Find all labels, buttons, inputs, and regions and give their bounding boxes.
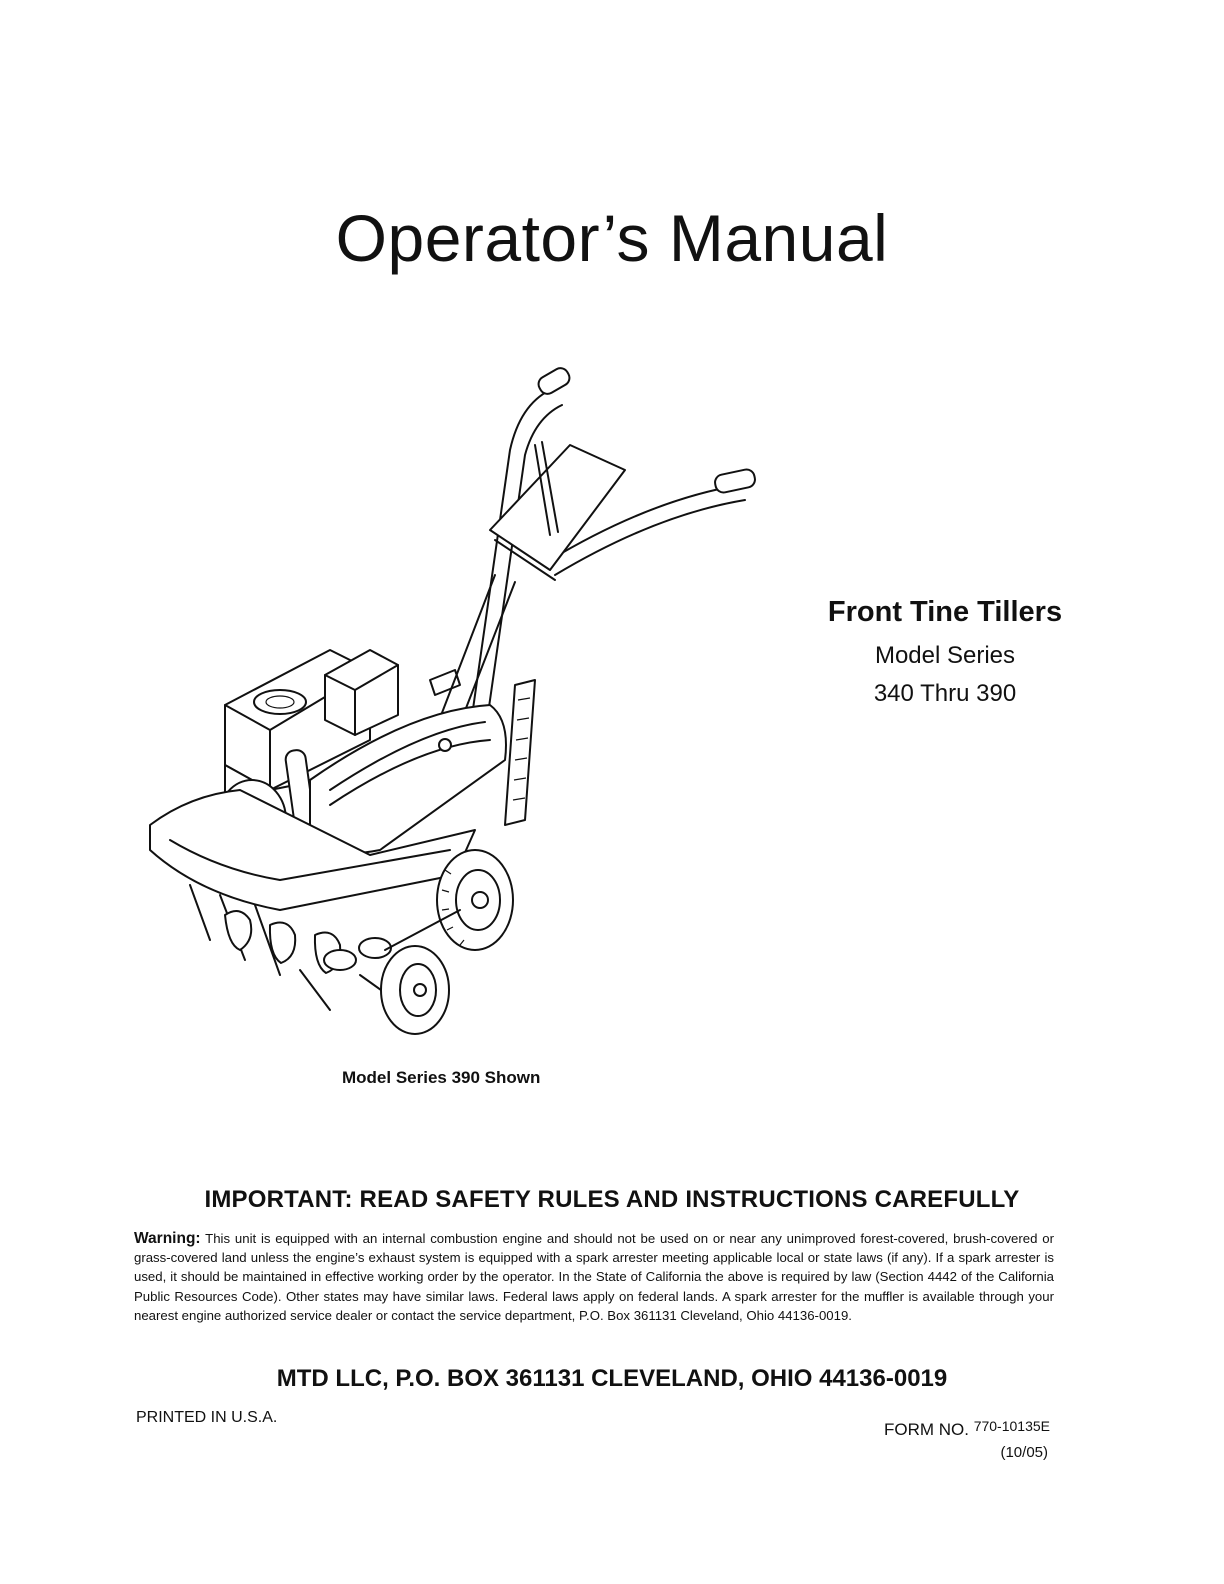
model-series-label: Model Series [874,642,1016,669]
form-number [884,1420,1050,1440]
printed-in: PRINTED IN U.S.A. [136,1409,278,1426]
model-series-range: 340 Thru 390 [873,680,1017,707]
form-label: FORM NO. [883,1420,969,1439]
illustration-caption: Model Series 390 Shown [342,1068,541,1087]
company-address: MTD LLC, P.O. BOX 361131 CLEVELAND, OHIO 44136-0019 [276,1365,948,1392]
product-name: Front Tine Tillers [827,596,1063,628]
form-number-value: 770-10135E [973,1418,1050,1434]
form-date: (10/05) [1000,1444,1048,1461]
product-block [780,596,1110,713]
front-tine-tiller-illustration [130,350,770,1070]
important-heading: IMPORTANT: READ SAFETY RULES AND INSTRUCTIONS CAREFULLY [204,1186,1020,1213]
warning-paragraph [134,1229,1054,1325]
warning-label: Warning: [134,1230,201,1247]
warning-text: This unit is equipped with an internal combustion engine and should not be used on or near any unimproved forest-covered, brush-covered or grass-covered land unless the engine’s exhaust system is equipped with a spark arrester meeting applicable local or state laws (if any). If a spark arrester is used, it should be maintained in effective working order by the operator. In the State of California the above is required by law (Section 4442 of the California Public Resources Code). Other states may have similar laws. Federal laws apply on federal lands. A spark arrester for the muffler is available through your nearest engine authorized service dealer or contact the service department, P.O. Box 361131 Cleveland, Ohio 44136-0019. [134,1231,1054,1323]
manual-title: Operator’s Manual [335,201,889,275]
